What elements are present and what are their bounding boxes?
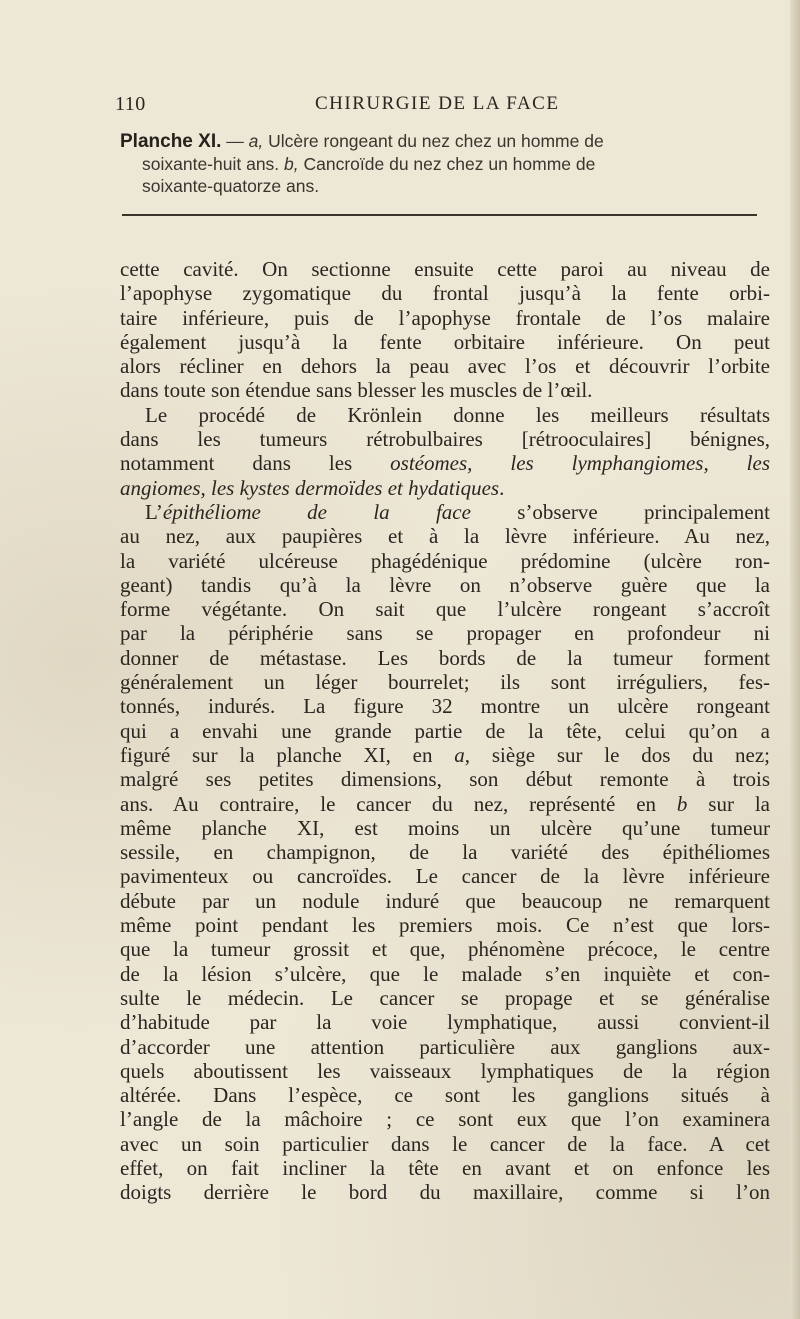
body-line: d’habitude par la voie lymphatique, aussi convient-il (120, 1010, 770, 1035)
body-line: avec un soin particulier dans le cancer de la face. A cet (120, 1131, 770, 1156)
body-line: figuré sur la planche XI, en a, siège sur le dos du nez; (120, 742, 770, 767)
body-line: dans toute son étendue sans blesser les muscles de l’œil. (120, 378, 593, 403)
page-edge-shadow (790, 0, 800, 1319)
body-line: quels aboutissent les vaisseaux lymphatiques de la région (120, 1058, 770, 1083)
body-line: tonnés, indurés. La figure 32 montre un ulcère rongeant (120, 694, 770, 719)
body-line: ans. Au contraire, le cancer du nez, représenté en b sur la (120, 791, 770, 816)
body-line: d’accorder une attention particulière aux ganglions aux- (120, 1034, 770, 1059)
body-line: débute par un nodule induré que beaucoup ne remarquent (120, 888, 770, 913)
body-line: forme végétante. On sait que l’ulcère rongeant s’accroît (120, 597, 770, 622)
plate-caption (120, 130, 770, 197)
body-line: également jusqu’à la fente orbitaire inférieure. On peut (120, 329, 770, 354)
body-line: au nez, aux paupières et à la lèvre inférieure. Au nez, (120, 524, 770, 549)
body-line: dans les tumeurs rétrobulbaires [rétrooculaires] bénignes, (120, 427, 770, 452)
body-text (120, 257, 770, 1205)
body-line: l’angle de la mâchoire ; ce sont eux que l’on examinera (120, 1107, 770, 1132)
body-line: la variété ulcéreuse phagédénique prédomine (ulcère ron- (120, 548, 770, 573)
body-line: cette cavité. On sectionne ensuite cette paroi au niveau de (120, 257, 770, 281)
body-line: généralement un léger bourrelet; ils sont irréguliers, fes- (120, 670, 770, 695)
body-line: taire inférieure, puis de l’apophyse frontale de l’os malaire (120, 305, 770, 330)
body-line: notamment dans les ostéomes, les lymphangiomes, les (120, 451, 770, 476)
running-head: CHIRURGIE DE LA FACE (315, 93, 560, 114)
caption-letter-a: a, (248, 131, 264, 151)
body-line: même planche XI, est moins un ulcère qu’une tumeur (120, 815, 770, 840)
body-line: donner de métastase. Les bords de la tumeur forment (120, 645, 770, 670)
caption-line-3 (120, 175, 770, 197)
caption-text-b: Cancroïde du nez chez un homme de (298, 154, 596, 174)
body-line: doigts derrière le bord du maxillaire, comme si l’on (120, 1180, 770, 1205)
body-line: de la lésion s’ulcère, que le malade s’en inquiète et con- (120, 961, 770, 986)
page-header (115, 93, 765, 119)
caption-text-a-end: soixante-huit ans. (142, 154, 285, 174)
caption-divider (122, 214, 757, 216)
body-line: l’apophyse zygomatique du frontal jusqu’à la fente orbi- (120, 281, 770, 306)
caption-line-2 (120, 153, 770, 175)
body-line: qui a envahi une grande partie de la tête, celui qu’on a (120, 718, 770, 743)
body-line: pavimenteux ou cancroïdes. Le cancer de la lèvre inférieure (120, 864, 770, 889)
body-line: angiomes, les kystes dermoïdes et hydatiques. (120, 475, 505, 500)
caption-text-b-end: soixante-quatorze ans. (142, 176, 320, 196)
body-line: même point pendant les premiers mois. Ce n’est que lors- (120, 913, 770, 938)
body-line: que la tumeur grossit et que, phénomène précoce, le centre (120, 937, 770, 962)
body-line: sulte le médecin. Le cancer se propage et se généralise (120, 985, 770, 1010)
caption-text-a: Ulcère rongeant du nez chez un homme de (263, 131, 604, 151)
body-line: par la périphérie sans se propager en profondeur ni (120, 621, 770, 646)
body-line: alors récliner en dehors la peau avec l’os et découvrir l’orbite (120, 354, 770, 379)
caption-dash: — (221, 131, 249, 151)
caption-letter-b: b, (284, 154, 299, 174)
body-line: L’épithéliome de la face s’observe principalement (145, 499, 770, 524)
caption-line-1 (120, 130, 770, 153)
page-number: 110 (115, 93, 146, 115)
body-line: geant) tandis qu’à la lèvre on n’observe guère que la (120, 572, 770, 597)
body-line: malgré ses petites dimensions, son début remonte à trois (120, 767, 770, 792)
body-line: effet, on fait incliner la tête en avant et on enfonce les (120, 1155, 770, 1180)
body-line: sessile, en champignon, de la variété des épithéliomes (120, 840, 770, 865)
caption-label: Planche XI. (120, 131, 222, 152)
body-line: altérée. Dans l’espèce, ce sont les ganglions situés à (120, 1083, 770, 1108)
body-line: Le procédé de Krönlein donne les meilleurs résultats (145, 402, 770, 427)
